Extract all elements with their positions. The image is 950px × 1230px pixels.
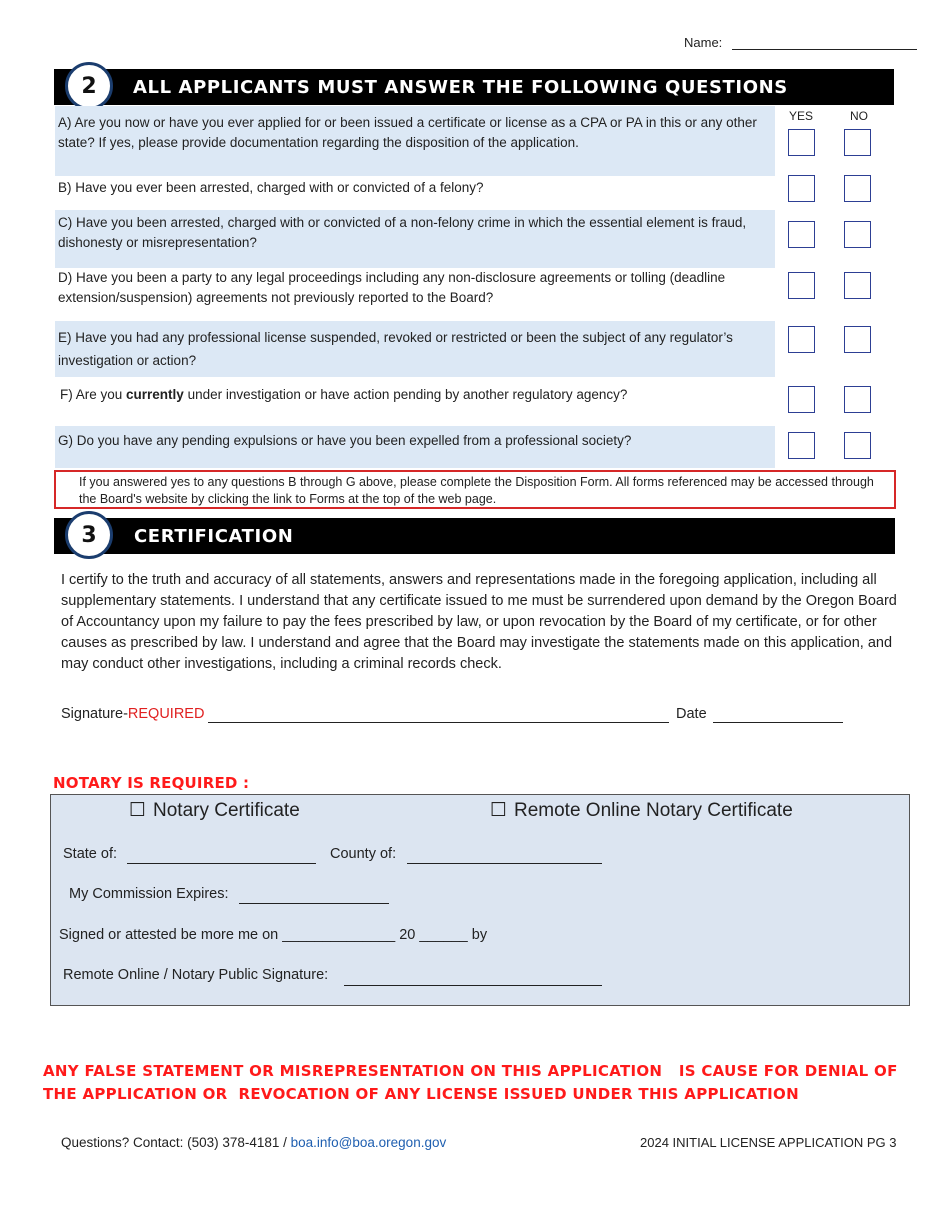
signature-label: [61, 706, 204, 722]
question-c-yes-checkbox[interactable]: [788, 221, 815, 248]
yes-column-label: YES: [789, 109, 814, 123]
question-a-no-checkbox[interactable]: [844, 129, 871, 156]
county-label: County of:: [330, 846, 397, 862]
question-c: [55, 210, 775, 268]
certification-statement: I certify to the truth and accuracy of all statements, answers and representations made in the foregoing application, including all supplementary statements. I understand that any certificate issued to me must be surrendered upon demand by the Oregon Board of Accountancy upon my failure to pay the fees prescribed by law, or upon revocation by the Board of my certificate, or for other causes as prescribed by law. I understand and agree that the Board may investigate the statements made on this application, and may conduct other investigations, including a criminal records check.: [61, 572, 897, 672]
question-d-yes-checkbox[interactable]: [788, 272, 815, 299]
state-label: State of:: [63, 846, 118, 862]
no-column-label: NO: [850, 109, 868, 123]
section-3-number: 3: [65, 511, 113, 559]
question-g-no-checkbox[interactable]: [844, 432, 871, 459]
question-g-yes-checkbox[interactable]: [788, 432, 815, 459]
county-field[interactable]: [407, 863, 602, 864]
notary-signature-field[interactable]: [344, 985, 602, 986]
question-c-no-checkbox[interactable]: [844, 221, 871, 248]
notary-certificate-label: Notary Certificate: [153, 800, 300, 821]
question-b-text: B) Have you ever been arrested, charged with or convicted of a felony?: [58, 180, 484, 195]
notary-certificate-checkbox[interactable]: ☐: [129, 800, 147, 821]
section-2-title: ALL APPLICANTS MUST ANSWER THE FOLLOWING QUESTIONS: [133, 77, 788, 98]
question-a: [55, 106, 775, 176]
disposition-notice: If you answered yes to any questions B through G above, please complete the Disposition Form. All forms referenced may be accessed through the Board's website by clicking the link to Forms at the top of the web page.: [54, 470, 896, 509]
question-g-text: G) Do you have any pending expulsions or have you been expelled from a professional society?: [58, 433, 632, 448]
footer-email-link[interactable]: boa.info@boa.oregon.gov: [290, 1135, 447, 1150]
commission-field[interactable]: [239, 903, 389, 904]
question-f: [55, 385, 775, 415]
question-b: [55, 178, 775, 206]
question-d-no-checkbox[interactable]: [844, 272, 871, 299]
notary-required-label: NOTARY IS REQUIRED :: [53, 774, 250, 792]
date-field[interactable]: [713, 722, 843, 723]
question-c-text: C) Have you been arrested, charged with or convicted of a non-felony crime in which the essential element is fraud, dishonesty or misrepresentation?: [58, 215, 747, 250]
date-label: Date: [676, 706, 707, 722]
remote-notary-label: Remote Online Notary Certificate: [514, 800, 793, 821]
state-field[interactable]: [127, 863, 316, 864]
question-f-prefix: F) Are you: [60, 387, 127, 402]
question-e-text: E) Have you had any professional license suspended, revoked or restricted or been the subject of any regulator’s investigation or action?: [58, 330, 733, 368]
false-statement-warning: [43, 1060, 923, 1106]
question-f-no-checkbox[interactable]: [844, 386, 871, 413]
question-b-no-checkbox[interactable]: [844, 175, 871, 202]
question-f-emphasis: currently: [126, 387, 184, 402]
question-g: [55, 426, 775, 468]
question-d: [55, 268, 775, 318]
question-b-yes-checkbox[interactable]: [788, 175, 815, 202]
signature-required-label: REQUIRED: [127, 706, 205, 722]
question-f-suffix: under investigation or have action pending by another regulatory agency?: [183, 387, 628, 402]
remote-notary-checkbox[interactable]: ☐: [490, 800, 508, 821]
footer-contact: [61, 1135, 446, 1150]
section-3-title: CERTIFICATION: [134, 526, 294, 547]
footer-page-label: 2024 INITIAL LICENSE APPLICATION PG 3: [640, 1135, 897, 1150]
footer-contact-text: Questions? Contact: (503) 378-4181 /: [61, 1135, 291, 1150]
question-a-text: A) Are you now or have you ever applied for or been issued a certificate or license as a CPA or PA in this or any other state? If yes, please provide documentation regarding the disposition of the application.: [58, 115, 757, 150]
warning-line-2: THE APPLICATION OR REVOCATION OF ANY LICENSE ISSUED UNDER THIS APPLICATION: [43, 1085, 799, 1103]
notary-signature-label: Remote Online / Notary Public Signature:: [63, 967, 329, 983]
signature-label-text: Signature-: [61, 706, 128, 722]
question-f-yes-checkbox[interactable]: [788, 386, 815, 413]
question-a-yes-checkbox[interactable]: [788, 129, 815, 156]
signature-field[interactable]: [208, 722, 669, 723]
commission-label: My Commission Expires:: [69, 886, 229, 902]
question-d-text: D) Have you been a party to any legal proceedings including any non-disclosure agreements or tolling (deadline extension/suspension) agreements not previously reported to the Board?: [58, 270, 726, 305]
signed-attested-line: Signed or attested be more me on ______________ 20 ______ by: [59, 927, 488, 943]
section-2-number: 2: [65, 62, 113, 110]
name-field[interactable]: [732, 49, 917, 50]
question-e-no-checkbox[interactable]: [844, 326, 871, 353]
question-e-yes-checkbox[interactable]: [788, 326, 815, 353]
name-label: Name:: [684, 35, 723, 50]
question-e: [55, 321, 775, 377]
warning-line-1: ANY FALSE STATEMENT OR MISREPRESENTATION ON THIS APPLICATION IS CAUSE FOR DENIAL OF: [43, 1062, 898, 1080]
